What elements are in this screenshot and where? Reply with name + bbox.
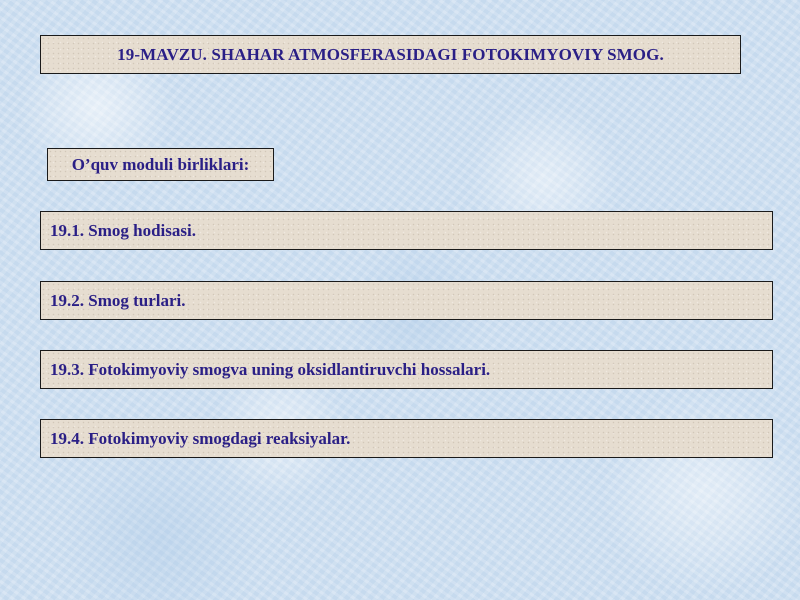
module-units-heading: O’quv moduli birliklari: [47,148,274,181]
module-unit-3: 19.3. Fotokimyoviy smogva uning oksidlantiruvchi hossalari. [40,350,773,389]
module-unit-1: 19.1. Smog hodisasi. [40,211,773,250]
module-unit-2: 19.2. Smog turlari. [40,281,773,320]
lesson-title: 19-MAVZU. SHAHAR ATMOSFERASIDAGI FOTOKIMYOVIY SMOG. [40,35,741,74]
module-unit-4: 19.4. Fotokimyoviy smogdagi reaksiyalar. [40,419,773,458]
